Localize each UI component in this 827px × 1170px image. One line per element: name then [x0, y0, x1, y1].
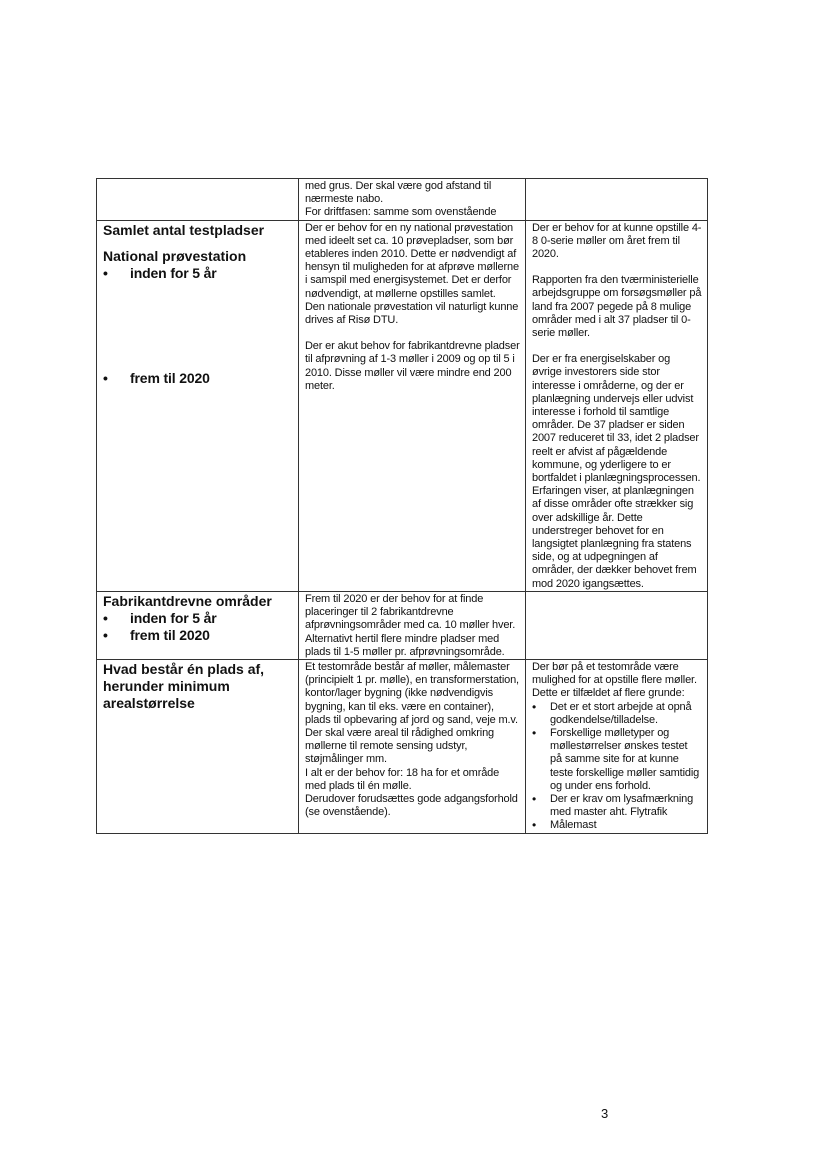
row-heading: Hvad består én plads af, herunder minimum arealstørrelse: [103, 660, 265, 711]
table-row: [97, 179, 708, 221]
row1-description-cell: [299, 179, 526, 221]
row4-label-cell: [97, 659, 299, 833]
table-row: [97, 659, 708, 833]
row3-note-cell: [526, 591, 708, 659]
reasons-list: [532, 701, 702, 833]
row-heading: Fabrikantdrevne områder: [103, 592, 272, 609]
row1-label-cell: [97, 179, 299, 221]
bullet-item: • inden for 5 år: [103, 265, 293, 282]
row-subheading: National prøvestation: [103, 247, 247, 264]
requirements-table: [96, 178, 708, 834]
list-item: • Der er krav om lysafmærkning med master aht. Flytrafik: [532, 793, 702, 819]
paragraph: med grus. Der skal være god afstand til nærmeste nabo.: [305, 180, 492, 206]
paragraph: Der er fra energiselskaber og øvrige investorers side stor interesse i områderne, og der er planlægning undervejs eller udvist interesse i forhold til samtlige områder. De 37 pladser er siden 2007 reduceret til 33, idet 2 pladser reelt er afvist af pågældende kommune, og yderligere to er bortfaldet i planlægningsprocessen. Erfaringen viser, at planlægningen af disse områder ofte strækker sig over adskillige år. Dette understreger behovet for en langsigtet planlægning fra statens side, og at udpegningen af områder, der dækker behovet frem mod 2020 igangsættes.: [532, 353, 701, 590]
paragraph: Der er behov for en ny national prøvestation med ideelt set ca. 10 prøvepladser, som bør etableres inden 2010. Dette er nødvendigt af hensyn til muligheden for at afprøve møllerne i samspil med energisystemet. Det er derfor nødvendigt, at møllerne opstilles samlet.: [305, 221, 519, 300]
paragraph: Et testområde består af møller, målemaster (principielt 1 pr. mølle), en transformerstation, kontor/lager bygning (ikke nødvendigvis bygning, kan til eks. være en container), plads til opbevaring af jord og sand, veje m.v. Der skal være areal til rådighed omkring møllerne til remote sensing udstyr, støjmålinger mm.: [305, 660, 519, 766]
paragraph: For driftfasen: samme som ovenstående: [305, 206, 497, 219]
paragraph: Frem til 2020 er der behov for at finde placeringer til 2 fabrikantdrevne afprøvningsområder med ca. 10 møller hver. Alternativt hertil flere mindre pladser med plads til 1-5 møller pr. afprøvningsområde.: [305, 592, 516, 658]
row2-note-cell: [526, 220, 708, 591]
row1-note-cell: [526, 179, 708, 221]
row3-description-cell: [299, 591, 526, 659]
paragraph: Der bør på et testområde være mulighed for at opstille flere møller. Dette er tilfældet af flere grunde:: [532, 660, 697, 700]
list-item: • Målemast: [532, 819, 702, 832]
paragraph: I alt er der behov for: 18 ha for et område med plads til én mølle.: [305, 766, 500, 792]
row3-label-cell: [97, 591, 299, 659]
paragraph: Den nationale prøvestation vil naturligt kunne drives af Risø DTU.: [305, 300, 519, 327]
row4-note-cell: [526, 659, 708, 833]
paragraph: Derudover forudsættes gode adgangsforhold (se ovenstående).: [305, 792, 518, 819]
list-item: • Forskellige mølletyper og møllestørrelser ønskes testet på samme site for at kunne teste forskellige møller samtidig og under ens forhold.: [532, 727, 702, 793]
paragraph: Der er behov for at kunne opstille 4-8 0-serie møller om året frem til 2020.: [532, 221, 702, 261]
table-row: [97, 591, 708, 659]
row-heading: Samlet antal testpladser: [103, 221, 265, 238]
paragraph: Rapporten fra den tværministerielle arbejdsgruppe om forsøgsmøller på land fra 2007 pegede på 8 mulige områder med i alt 37 pladser til 0-serie møller.: [532, 274, 702, 340]
bullet-item: • frem til 2020: [103, 627, 293, 644]
table-row: [97, 220, 708, 591]
paragraph: Der er akut behov for fabrikantdrevne pladser til afprøvning af 1-3 møller i 2009 og op til 5 i 2010. Disse møller vil være mindre end 200 meter.: [305, 340, 520, 392]
bullet-item: • frem til 2020: [103, 370, 293, 387]
row2-description-cell: [299, 220, 526, 591]
bullet-item: • inden for 5 år: [103, 610, 293, 627]
row2-label-cell: [97, 220, 299, 591]
list-item: • Det er et stort arbejde at opnå godkendelse/tilladelse.: [532, 701, 702, 727]
page-number: 3: [601, 1106, 609, 1121]
row4-description-cell: [299, 659, 526, 833]
